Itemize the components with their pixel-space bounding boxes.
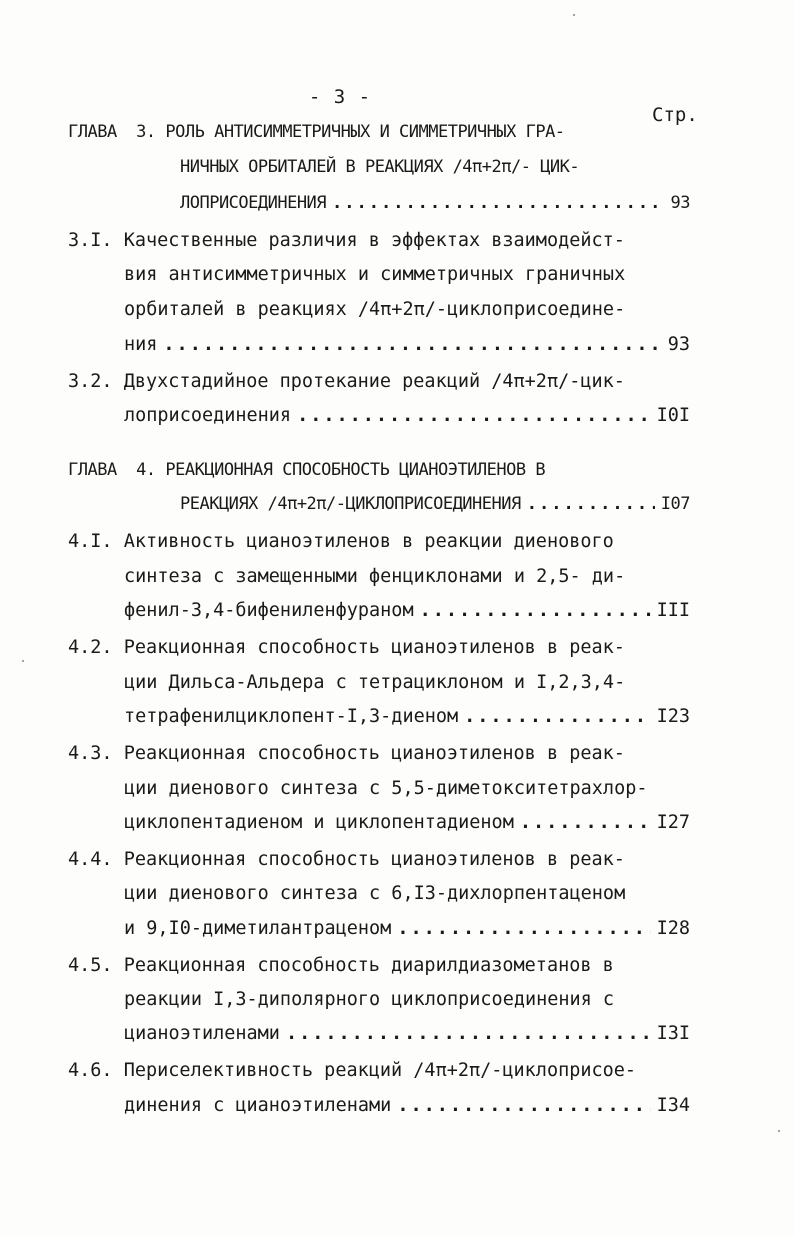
dot-leader — [420, 595, 651, 627]
page-ref: I28 — [656, 918, 690, 939]
section-4-4-line-2: ции диенового синтеза с 6,I3-дихлорпентаценом — [124, 883, 626, 904]
section-number: 4.6. — [68, 1060, 113, 1081]
section-number: 3.2. — [68, 371, 113, 392]
section-number: 4.3. — [68, 743, 113, 764]
section-4-1-line-1 — [68, 526, 614, 558]
page-ref: III — [656, 600, 690, 621]
section-4-1-entry[interactable] — [124, 595, 690, 627]
dot-leader — [397, 1090, 650, 1122]
section-4-4-entry[interactable] — [124, 913, 690, 945]
dot-leader — [527, 488, 655, 520]
page-ref: I07 — [660, 494, 690, 514]
dot-leader — [163, 329, 661, 361]
page-number: - 3 - — [308, 86, 372, 108]
section-4-3-line-2: ции диенового синтеза с 5,5-диметокситетрахлор- — [124, 778, 648, 799]
section-3-1-line-1 — [68, 225, 625, 257]
page-ref: 93 — [670, 193, 690, 213]
section-title-line: и 9,I0-диметилантраценом — [124, 918, 392, 939]
section-title-line: Реакционная способность цианоэтиленов в реак- — [123, 637, 625, 658]
section-4-5-line-1 — [68, 950, 614, 982]
chapter-title-line: ЛОПРИСОЕДИНЕНИЯ — [180, 193, 327, 213]
section-4-4-line-1 — [68, 844, 625, 876]
dot-leader — [297, 400, 651, 432]
section-4-2-entry[interactable] — [124, 701, 690, 733]
section-title-line: Реакционная способность цианоэтиленов в реак- — [123, 849, 625, 870]
chapter-label: ГЛАВА — [68, 122, 117, 142]
section-4-2-line-2: ции Дильса-Альдера с тетрациклоном и I,2,3,4- — [124, 672, 626, 693]
section-3-2-entry[interactable] — [124, 400, 690, 432]
section-4-3-line-1 — [68, 738, 625, 770]
dot-leader — [286, 1018, 657, 1050]
chapter-title-line: РЕАКЦИЯХ /4π+2π/-ЦИКЛОПРИСОЕДИНЕНИЯ — [180, 494, 521, 514]
section-title-line: Двухстадийное протекание реакций /4π+2π/-цик- — [123, 371, 625, 392]
section-number: 4.5. — [68, 955, 113, 976]
section-title-line: динения с цианоэтиленами — [124, 1095, 392, 1116]
section-4-3-entry[interactable] — [124, 807, 690, 839]
section-4-2-line-1 — [68, 632, 625, 664]
scan-speck — [778, 1130, 780, 1132]
section-title-line: циклопентадиеном и циклопентадиеном — [124, 812, 514, 833]
dot-leader — [464, 701, 650, 733]
chapter-number: 4. — [136, 460, 156, 480]
section-3-1-entry[interactable] — [124, 329, 690, 361]
section-3-2-line-1 — [68, 366, 625, 398]
section-4-5-entry[interactable] — [124, 1018, 690, 1050]
chapter-title-line: РЕАКЦИОННАЯ СПОСОБНОСТЬ ЦИАНОЭТИЛЕНОВ В — [165, 460, 546, 480]
chapter-3-entry[interactable] — [180, 187, 690, 219]
section-title-line: тетрафенилциклопент-I,3-диеном — [124, 706, 459, 727]
section-number: 4.I. — [68, 531, 113, 552]
chapter-3-title-line-2: НИЧНЫХ ОРБИТАЛЕЙ В РЕАКЦИЯХ /4π+2π/- ЦИК- — [180, 157, 580, 177]
page-ref: I27 — [656, 812, 690, 833]
page-ref: I34 — [656, 1095, 690, 1116]
page-column-label: Стр. — [652, 104, 698, 126]
dot-leader — [397, 913, 650, 945]
chapter-title-line: РОЛЬ АНТИСИММЕТРИЧНЫХ И СИММЕТРИЧНЫХ ГРА- — [165, 122, 565, 142]
section-title-line: фенил-3,4-бифениленфураном — [124, 600, 414, 621]
section-title-line: Периселективность реакций /4π+2π/-циклоприсое- — [123, 1060, 637, 1081]
section-title-line: Реакционная способность диарилдиазометанов в — [123, 955, 614, 976]
section-number: 3.I. — [68, 230, 113, 251]
page-ref: I3I — [656, 1023, 690, 1044]
dot-leader — [332, 187, 664, 219]
dot-leader — [520, 807, 651, 839]
section-title-line: лоприсоединения — [124, 405, 292, 426]
section-title-line: ния — [124, 334, 158, 355]
section-4-5-line-2: реакции I,3-диполярного циклоприсоединения с — [124, 989, 615, 1010]
chapter-number: 3. — [136, 122, 156, 142]
page-ref: 93 — [667, 334, 690, 355]
section-number: 4.4. — [68, 849, 113, 870]
page-ref: I23 — [656, 706, 690, 727]
section-4-6-entry[interactable] — [124, 1090, 690, 1122]
section-title-line: Реакционная способность цианоэтиленов в реак- — [123, 743, 625, 764]
section-title-line: цианоэтиленами — [124, 1023, 280, 1044]
page-ref: I0I — [656, 405, 690, 426]
chapter-4-label — [68, 454, 545, 486]
section-3-1-line-3: орбиталей в реакциях /4π+2π/-циклоприсоедине- — [124, 299, 626, 320]
scan-speck — [22, 660, 24, 662]
section-number: 4.2. — [68, 637, 113, 658]
section-3-1-line-2: вия антисимметричных и симметричных граничных — [124, 264, 626, 285]
chapter-4-entry[interactable] — [180, 488, 690, 520]
section-title-line: Качественные различия в эффектах взаимодейст- — [123, 230, 625, 251]
section-4-6-line-1 — [68, 1055, 636, 1087]
chapter-3-label — [68, 116, 565, 148]
chapter-label: ГЛАВА — [68, 460, 117, 480]
scan-speck — [573, 14, 575, 16]
section-4-1-line-2: синтеза с замещенными фенциклонами и 2,5- ди- — [124, 566, 626, 587]
section-title-line: Активность цианоэтиленов в реакции диенового — [123, 531, 614, 552]
